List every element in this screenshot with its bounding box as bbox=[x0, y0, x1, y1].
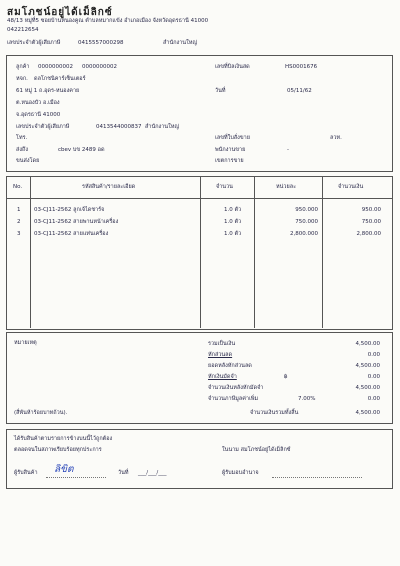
customer-tax-label: เลขประจำตัวผู้เสียภาษี bbox=[16, 124, 70, 130]
col-header-amount: จำนวนเงิน bbox=[338, 184, 364, 190]
customer-name: ดลโกชนิคาร์เซ็นเตอร์ bbox=[34, 76, 86, 82]
summary-after-discount-label: ยอดหลังหักส่วนลด bbox=[208, 363, 252, 369]
row1-price: 950.000 bbox=[295, 207, 318, 213]
summary-discount-value: 0.00 bbox=[367, 352, 380, 358]
summary-total-value: 4,500.00 bbox=[355, 341, 380, 347]
row1-qty: 1.0 ตัว bbox=[224, 207, 242, 213]
customer-branch: สำนักงานใหญ่ bbox=[145, 124, 180, 130]
company-name: สมโภชน์อยู่ได้เม็ลิกซ์ bbox=[7, 7, 113, 18]
customer-address2: ต.หนองบัว อ.เมือง bbox=[16, 100, 60, 106]
summary-deposit-baht: ฿ bbox=[284, 374, 288, 380]
col-header-desc: รหัสสินค้า/รายละเอียด bbox=[82, 184, 136, 190]
doc-date: 05/11/62 bbox=[287, 88, 312, 94]
col-header-price: หน่วยละ bbox=[276, 184, 297, 190]
summary-vat-label: จำนวนภาษีมูลค่าเพิ่ม bbox=[208, 396, 259, 402]
summary-total-label: รวมเป็นเงิน bbox=[208, 341, 236, 347]
row2-no: 2 bbox=[17, 219, 21, 225]
authorized-label: ผู้รับมอบอำนาจ bbox=[222, 470, 259, 476]
company-tax-label: เลขประจำตัวผู้เสียภาษี bbox=[7, 40, 61, 46]
customer-tax-id: 0413544000837 bbox=[96, 124, 142, 130]
customer-shipby-label: ขนส่งโดย bbox=[16, 158, 40, 164]
receiver-date-label: วันที่ bbox=[118, 470, 129, 476]
customer-code-label: ลูกค้า bbox=[16, 64, 30, 70]
doc-date-label: วันที่ bbox=[215, 88, 226, 94]
row1-amount: 950.00 bbox=[361, 207, 381, 213]
condition-note: ตลอดจนในสภาพเรียบร้อยทุกประการ bbox=[14, 447, 102, 453]
customer-code: 0000000002 bbox=[38, 64, 73, 70]
doc-ref-suffix: ลวท. bbox=[330, 135, 342, 141]
summary-grand-total-label: จำนวนเงินรวมทั้งสิ้น bbox=[250, 410, 299, 416]
summary-after-deposit-label: จำนวนเงินหลังหักมัดจำ bbox=[208, 385, 264, 391]
summary-vat-rate: 7.00% bbox=[298, 396, 316, 402]
row1-desc: 03-CJ11-2562 ลูกเจ้ไดชาร์จ bbox=[34, 207, 105, 213]
items-table-header-divider bbox=[6, 198, 392, 199]
receiver-label: ผู้รับสินค้า bbox=[14, 470, 38, 476]
summary-discount-label: หักส่วนลด bbox=[208, 352, 233, 358]
on-behalf-text: ในนาม สมโภชน์อยู่ได้เม็ลิกซ์ bbox=[222, 447, 291, 453]
company-branch: สำนักงานใหญ่ bbox=[163, 40, 198, 46]
doc-salecode-label: เขตการขาย bbox=[215, 158, 244, 164]
row3-price: 2,800.000 bbox=[290, 231, 318, 237]
company-address: 48/13 หมู่ที่5 ซอยบ้านหนองคูณ ตำบลหมากแข้ง อำเภอเมือง จังหวัดอุดรธานี 41000 bbox=[7, 18, 209, 24]
customer-address3: จ.อุดรธานี 41000 bbox=[16, 112, 61, 118]
received-note: ได้รับสินค้าตามรายการข้างบนนี้ไว้ถูกต้อง bbox=[14, 436, 113, 442]
customer-delivery-label: ส่งถึง bbox=[16, 147, 29, 153]
summary-after-deposit-value: 4,500.00 bbox=[355, 385, 380, 391]
customer-delivery-value: cbev บข 2489 อด bbox=[58, 147, 105, 153]
row3-no: 3 bbox=[17, 231, 21, 237]
customer-code2: 0000000002 bbox=[82, 64, 117, 70]
row1-no: 1 bbox=[17, 207, 21, 213]
summary-after-discount-value: 4,500.00 bbox=[355, 363, 380, 369]
receiver-signature: ลิขิต bbox=[54, 464, 74, 475]
summary-deposit-value: 0.00 bbox=[367, 374, 380, 380]
summary-vat-value: 0.00 bbox=[367, 396, 380, 402]
info-box bbox=[6, 55, 393, 172]
doc-ref-label: เลขที่ใบสั่งขาย bbox=[215, 135, 250, 141]
row2-qty: 1.0 ตัว bbox=[224, 219, 242, 225]
doc-number: HS0001676 bbox=[285, 64, 318, 70]
receiver-date-blank: ___/___/___ bbox=[138, 470, 167, 476]
summary-deposit-label: หักเงินมัดจำ bbox=[208, 374, 237, 380]
row3-desc: 03-CJ11-2562 สายแท่นเครื่อง bbox=[34, 231, 109, 237]
company-tax-id: 0415557000298 bbox=[78, 40, 124, 46]
customer-address1: 61 หมู่ 1 ถ.อุดร-หนองคาย bbox=[16, 88, 80, 94]
company-phone: 042212654 bbox=[7, 27, 39, 33]
customer-tel-label: โทร. bbox=[16, 135, 28, 141]
col-header-qty: จำนวน bbox=[216, 184, 233, 190]
doc-salesman-value: - bbox=[287, 147, 289, 153]
amount-in-words: (สี่พันห้าร้อยบาทถ้วน). bbox=[14, 410, 68, 416]
row3-qty: 1.0 ตัว bbox=[224, 231, 242, 237]
doc-salesman-label: พนักงานขาย bbox=[215, 147, 246, 153]
row2-amount: 750.00 bbox=[361, 219, 381, 225]
customer-name-prefix: หจก. bbox=[16, 76, 28, 82]
summary-grand-total-value: 4,500.00 bbox=[355, 410, 380, 416]
col-header-no: No. bbox=[13, 184, 23, 190]
remark-label: หมายเหตุ bbox=[14, 340, 37, 346]
row2-desc: 03-CJ11-2562 สายพานหน้าเครื่อง bbox=[34, 219, 119, 225]
doc-number-label: เลขที่บิลเงินสด bbox=[215, 64, 250, 70]
row2-price: 750.000 bbox=[295, 219, 318, 225]
row3-amount: 2,800.00 bbox=[356, 231, 381, 237]
